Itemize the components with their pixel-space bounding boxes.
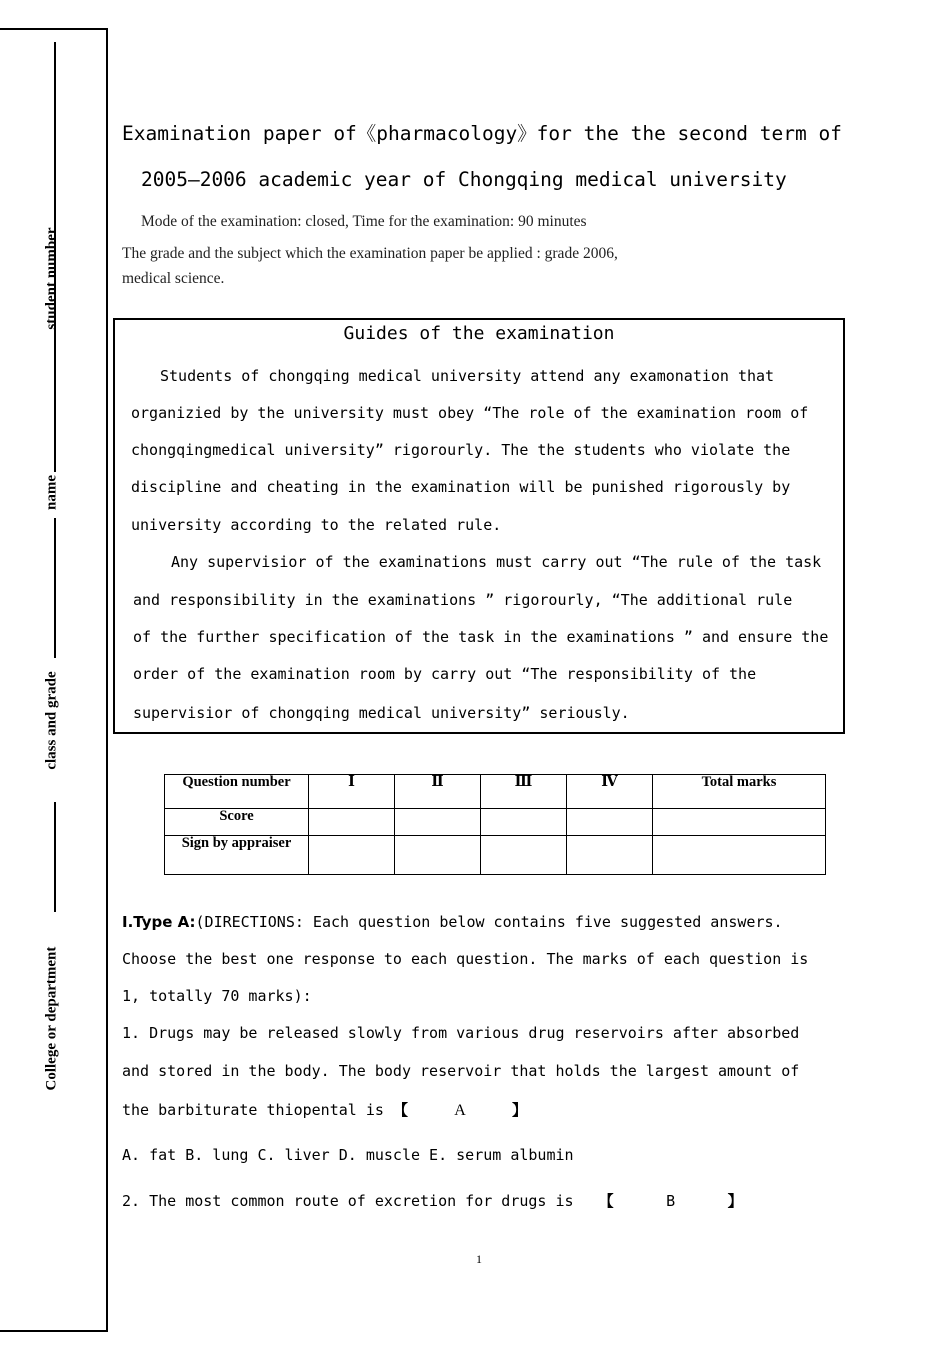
score-cell[interactable] xyxy=(395,809,481,836)
score-table xyxy=(164,774,826,875)
answer-bracket-close: 】 xyxy=(512,1101,528,1119)
guide-line: and responsibility in the examinations ” rigorourly, “The additional rule xyxy=(133,591,793,609)
class-and-grade-field[interactable] xyxy=(43,514,60,814)
column-header-4: Ⅳ xyxy=(567,775,653,809)
total-marks-header: Total marks xyxy=(653,775,826,809)
sign-cell[interactable] xyxy=(481,836,567,875)
grade-line2: medical science. xyxy=(122,270,225,287)
guide-line: discipline and cheating in the examination will be punished rigorously by xyxy=(131,478,791,496)
answer-bracket-close: 】 xyxy=(727,1192,743,1210)
guide-line: chongqingmedical university” rigorourly. The the students who violate the xyxy=(131,441,791,459)
guide-line: university according to the related rule. xyxy=(131,516,502,534)
college-field[interactable] xyxy=(43,790,60,1091)
score-cell[interactable] xyxy=(567,809,653,836)
guide-line: Students of chongqing medical university attend any examonation that xyxy=(160,367,775,385)
column-header-3: Ⅲ xyxy=(481,775,567,809)
score-cell[interactable] xyxy=(309,809,395,836)
name-label: name xyxy=(43,475,60,510)
question-2-line xyxy=(122,1190,743,1211)
score-cell[interactable] xyxy=(481,809,567,836)
answer-bracket-open: 【 xyxy=(598,1192,614,1210)
exam-title-line1: Examination paper of《pharmacology》for the the second term of xyxy=(122,122,842,145)
section-directions-line2: Choose the best one response to each question. The marks of each question is xyxy=(122,950,809,968)
question-1-line3 xyxy=(122,1099,527,1120)
page-number: 1 xyxy=(476,1252,482,1266)
sign-cell[interactable] xyxy=(395,836,481,875)
score-row-label: Score xyxy=(165,809,309,836)
section-directions-line3: 1, totally 70 marks): xyxy=(122,987,312,1005)
guide-line: order of the examination room by carry out “The responsibility of the xyxy=(133,665,757,683)
sign-cell[interactable] xyxy=(309,836,395,875)
directions-text: (DIRECTIONS: Each question below contains five suggested answers. xyxy=(195,913,783,931)
column-header-2: Ⅱ xyxy=(395,775,481,809)
question-2-answer[interactable]: B xyxy=(666,1192,676,1210)
sign-cell[interactable] xyxy=(653,836,826,875)
guide-line: of the further specification of the task in the examinations ” and ensure the xyxy=(133,628,829,646)
question-1-answer[interactable]: A xyxy=(454,1102,466,1119)
question-1-options: A. fat B. lung C. liver D. muscle E. serum albumin xyxy=(122,1146,574,1164)
score-cell[interactable] xyxy=(653,809,826,836)
grade-line1: The grade and the subject which the examination paper be applied : grade 2006, xyxy=(122,245,618,262)
guide-line: supervisior of chongqing medical university” seriously. xyxy=(133,704,630,722)
exam-mode-line: Mode of the examination: closed, Time for the examination: 90 minutes xyxy=(141,213,587,230)
student-number-field[interactable] xyxy=(43,36,60,346)
guide-line: Any supervisior of the examinations must carry out “The rule of the task xyxy=(171,553,822,571)
sign-row-label: Sign by appraiser xyxy=(165,836,309,875)
binding-sidebar xyxy=(0,28,108,1332)
section-heading: Ⅰ.Type A: xyxy=(122,913,196,931)
question-1-line1: 1. Drugs may be released slowly from various drug reservoirs after absorbed xyxy=(122,1024,800,1042)
class-and-grade-label: class and grade xyxy=(43,671,60,770)
answer-bracket-open: 【 xyxy=(392,1101,408,1119)
sign-cell[interactable] xyxy=(567,836,653,875)
question-1-line2: and stored in the body. The body reservoir that holds the largest amount of xyxy=(122,1062,800,1080)
section-directions-line1 xyxy=(122,913,783,931)
guide-line: organizied by the university must obey “The role of the examination room of xyxy=(131,404,809,422)
guides-title: Guides of the examination xyxy=(343,323,615,344)
student-number-label: student number xyxy=(43,227,60,330)
question-2-stem: 2. The most common route of excretion for drugs is xyxy=(122,1192,574,1210)
column-header-1: Ⅰ xyxy=(309,775,395,809)
question-number-header: Question number xyxy=(165,775,309,809)
college-label: College or department xyxy=(43,946,60,1091)
exam-title-line2: 2005—2006 academic year of Chongqing medical university xyxy=(141,168,787,191)
guides-box xyxy=(113,318,845,734)
question-1-stem-end: the barbiturate thiopental is xyxy=(122,1101,384,1119)
